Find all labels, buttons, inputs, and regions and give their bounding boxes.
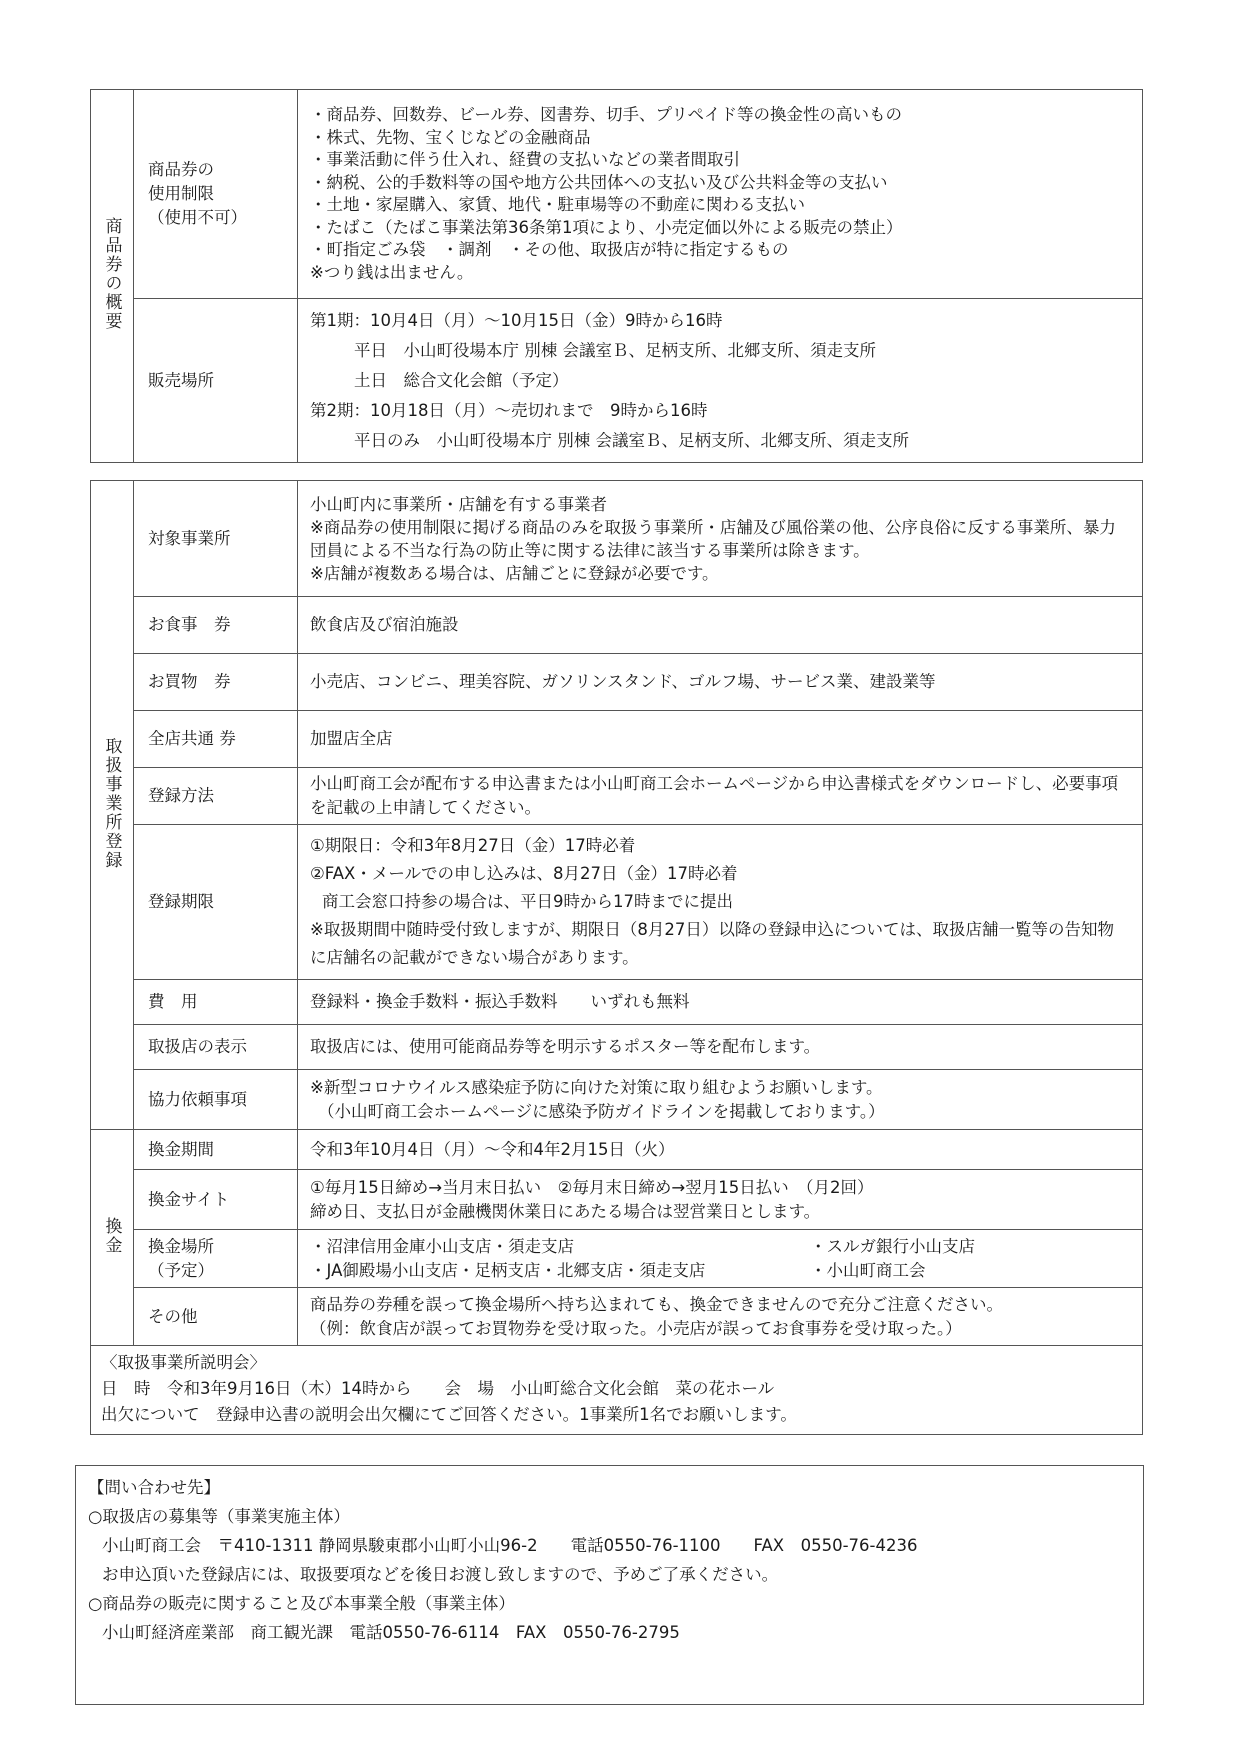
exchange-other-line: （例：飲食店が誤ってお買物券を受け取った。小売店が誤ってお食事券を受け取った。） [310,1318,962,1338]
registration-method-content: 小山町商工会が配布する申込書または小山町商工会ホームページから申込書様式をダウンロードし、必要事項を記載の上申請してください。 [298,768,1143,825]
restriction-item: ・株式、先物、宝くじなどの金融商品 [310,127,591,147]
overview-table [90,89,1143,463]
exchange-other-line: 商品券の券種を誤って換金場所へ持ち込まれても、換金できませんので充分ご注意ください。 [310,1294,1003,1314]
usage-restriction-content [298,90,1143,299]
exchange-section-label: 換金 [101,1216,122,1255]
briefing-attendance: 出欠について 登録申込書の説明会出欠欄にてご回答ください。1事業所1名でお願いします。 [101,1405,797,1424]
cooperation-content [298,1070,1143,1130]
cooperation-line: ※新型コロナウイルス感染症予防に向けた対策に取り組むようお願いします。 [310,1077,883,1097]
sales-period-1-weekday: 平日 小山町役場本庁 別棟 会議室Ｂ、足柄支所、北郷支所、須走支所 [354,340,876,360]
contact-box [75,1465,1144,1705]
exchange-place-content [298,1230,1143,1288]
shopping-voucher-label: お買物 券 [134,654,298,711]
briefing-title: 〈取扱事業所説明会〉 [101,1353,266,1372]
exchange-site-line: ①毎月15日締め→当月末日払い ②毎月末日締め→翌月15日払い （月2回） [310,1177,874,1197]
exchange-place-row [310,1235,1130,1259]
usage-restriction-label: 使用制限 [148,184,214,203]
exchange-place-label-cell [134,1230,298,1288]
overview-section-label: 商品券の概要 [101,217,122,331]
usage-restriction-label: （使用不可） [148,208,247,227]
usage-restriction-label: 商品券の [148,160,214,179]
target-business-line: 小山町内に事業所・店舗を有する事業者 [310,494,607,514]
exchange-section-cell [91,1130,134,1346]
cooperation-line: （小山町商工会ホームページに感染予防ガイドラインを掲載しております。） [318,1101,885,1121]
contact-org1-detail: 小山町商工会 〒410-1311 静岡県駿東郡小山町小山96-2 電話0550-76-1100 FAX 0550-76-4236 [102,1536,918,1555]
shopping-voucher-content: 小売店、コンビニ、理美容院、ガソリンスタンド、ゴルフ場、サービス業、建設業等 [298,654,1143,711]
restriction-item: ・事業活動に伴う仕入れ、経費の支払いなどの業者間取引 [310,150,740,169]
sales-period-1: 第1期：10月4日（月）～10月15日（金）9時から16時 [310,310,723,330]
restriction-item: ・たばこ（たばこ事業法第36条第1項により、小売定価以外による販売の禁止） [310,217,903,237]
contact-org1-note: お申込頂いた登録店には、取扱要項などを後日お渡し致しますので、予めご了承ください。 [102,1565,779,1584]
exchange-place-label: 換金場所 [148,1236,214,1256]
registration-deadline-content [298,825,1143,980]
exchange-other-label: その他 [134,1288,298,1346]
registration-table [90,480,1143,1435]
exchange-site-content [298,1170,1143,1230]
restriction-item: ・町指定ごみ袋 ・調剤 ・その他、取扱店が特に指定するもの [310,240,789,259]
common-voucher-label: 全店共通 券 [134,711,298,768]
briefing-datetime: 日 時 令和3年9月16日（木）14時から 会 場 小山町総合文化会館 菜の花ホール [101,1379,775,1398]
sales-period-1-weekend: 土日 総合文化会館（予定） [354,370,569,390]
deadline-line: 商工会窓口持参の場合は、平日9時から17時までに提出 [322,892,733,911]
sales-period-2-weekday: 平日のみ 小山町役場本庁 別棟 会議室Ｂ、足柄支所、北郷支所、須走支所 [354,430,909,450]
briefing-session [91,1346,1143,1435]
target-business-line: ※商品券の使用制限に掲げる商品のみを取扱う事業所・店舗及び風俗業の他、公序良俗に反する事業所、暴力団員による不当な行為の防止等に関する法律に該当する事業所は除きます。 [310,517,1116,560]
contact-org2-heading: ○商品券の販売に関すること及び本事業全般（事業主体） [88,1594,515,1613]
deadline-line: ②FAX・メールでの申し込みは、8月27日（金）17時必着 [310,864,738,883]
target-business-line: ※店舗が複数ある場合は、店舗ごとに登録が必要です。 [310,563,719,583]
exchange-site-label: 換金サイト [134,1170,298,1230]
restriction-note: ※つり銭は出ません。 [310,262,474,282]
store-display-label: 取扱店の表示 [134,1025,298,1070]
deadline-note: ※取扱期間中随時受付致しますが、期限日（8月27日）以降の登録申込については、取扱店舗一覧等の告知物に店舗名の記載ができない場合があります。 [310,920,1114,967]
contact-org1-heading: ○取扱店の募集等（事業実施主体） [88,1507,350,1526]
restriction-item: ・納税、公的手数料等の国や地方公共団体への支払い及び公共料金等の支払い [310,172,888,192]
common-voucher-content: 加盟店全店 [298,711,1143,768]
meal-voucher-label: お食事 券 [134,597,298,654]
contact-title: 【問い合わせ先】 [88,1478,220,1497]
overview-section-cell [91,90,134,463]
exchange-place-row [310,1259,1130,1283]
target-business-content [298,481,1143,597]
exchange-other-content [298,1288,1143,1346]
sales-location-label-cell [134,299,298,463]
fee-content: 登録料・換金手数料・振込手数料 いずれも無料 [298,980,1143,1025]
target-business-label: 対象事業所 [134,481,298,597]
exchange-place-item: ・小山町商工会 [810,1260,926,1280]
fee-label: 費 用 [134,980,298,1025]
sales-location-label: 販売場所 [148,370,214,390]
exchange-place-item: ・JA御殿場小山支店・足柄支店・北郷支店・須走支店 [310,1260,706,1280]
exchange-place-item: ・スルガ銀行小山支店 [810,1236,975,1256]
restriction-item: ・土地・家屋購入、家賃、地代・駐車場等の不動産に関わる支払い [310,195,805,214]
registration-section-label: 取扱事業所登録 [101,736,122,870]
meal-voucher-content: 飲食店及び宿泊施設 [298,597,1143,654]
exchange-site-line: 締め日、支払日が金融機関休業日にあたる場合は翌営業日とします。 [310,1201,821,1221]
registration-deadline-label: 登録期限 [134,825,298,980]
exchange-period-content: 令和3年10月4日（月）～令和4年2月15日（火） [298,1130,1143,1170]
exchange-place-label: （予定） [148,1260,214,1280]
sales-location-content [298,299,1143,463]
exchange-place-item: ・沼津信用金庫小山支店・須走支店 [310,1236,574,1256]
deadline-line: ①期限日：令和3年8月27日（金）17時必着 [310,836,636,855]
sales-period-2: 第2期：10月18日（月）～売切れまで 9時から16時 [310,400,708,420]
restriction-item: ・商品券、回数券、ビール券、図書券、切手、プリペイド等の換金性の高いもの [310,105,903,124]
registration-method-label: 登録方法 [134,768,298,825]
usage-restriction-label-cell [134,90,298,299]
registration-section-cell [91,481,134,1130]
store-display-content: 取扱店には、使用可能商品券等を明示するポスター等を配布します。 [298,1025,1143,1070]
exchange-period-label: 換金期間 [134,1130,298,1170]
cooperation-label: 協力依頼事項 [134,1070,298,1130]
contact-org2-detail: 小山町経済産業部 商工観光課 電話0550-76-6114 FAX 0550-76-2795 [102,1623,680,1642]
